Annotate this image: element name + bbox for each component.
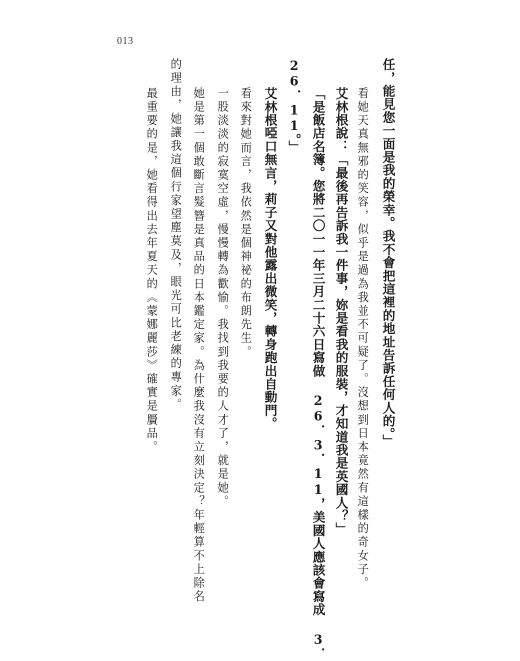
text-line-3: 艾林根說：「最後再告訴我一件事，妳是看我的服裝，才知道我是英國人？」	[333, 87, 349, 536]
text-line-9: 她是第一個敢斷言髮簪是真品的日本鑑定家。為什麼我沒有立刻決定？年輕算不上除名	[192, 87, 206, 604]
text-line-7: 看來對她而言，我依然是個神祕的布朗先生。	[239, 87, 253, 359]
text-line-11: 最重要的是，她看得出去年夏天的《蒙娜麗莎》確實是贗品。	[145, 87, 159, 455]
text-line-1: 任，能見您一面是我的榮幸。我不會把這裡的地址告訴任何人的。」	[380, 58, 396, 448]
text-line-4: 「是飯店名簿。您將二〇一一年三月二十六日寫做 26．3．11，美國人應該會寫成 3．	[310, 87, 326, 661]
text-line-6: 艾林根啞口無言，莉子又對他露出微笑，轉身跑出自動門。	[262, 87, 278, 431]
text-line-10: 的理由，她讓我這個行家望塵莫及，眼光可比老練的專家。	[169, 58, 183, 412]
text-line-8: 一股淡淡的寂寞空虛，慢慢轉為歡愉。我找到我要的人才了，就是她。	[216, 87, 230, 509]
text-line-5: 26．11。」	[286, 58, 302, 154]
text-line-2: 看她天真無邪的笑容，似乎是過為我並不可疑了。沒想到日本竟然有這樣的奇女子。	[356, 87, 370, 591]
page-number: 013	[117, 36, 134, 47]
